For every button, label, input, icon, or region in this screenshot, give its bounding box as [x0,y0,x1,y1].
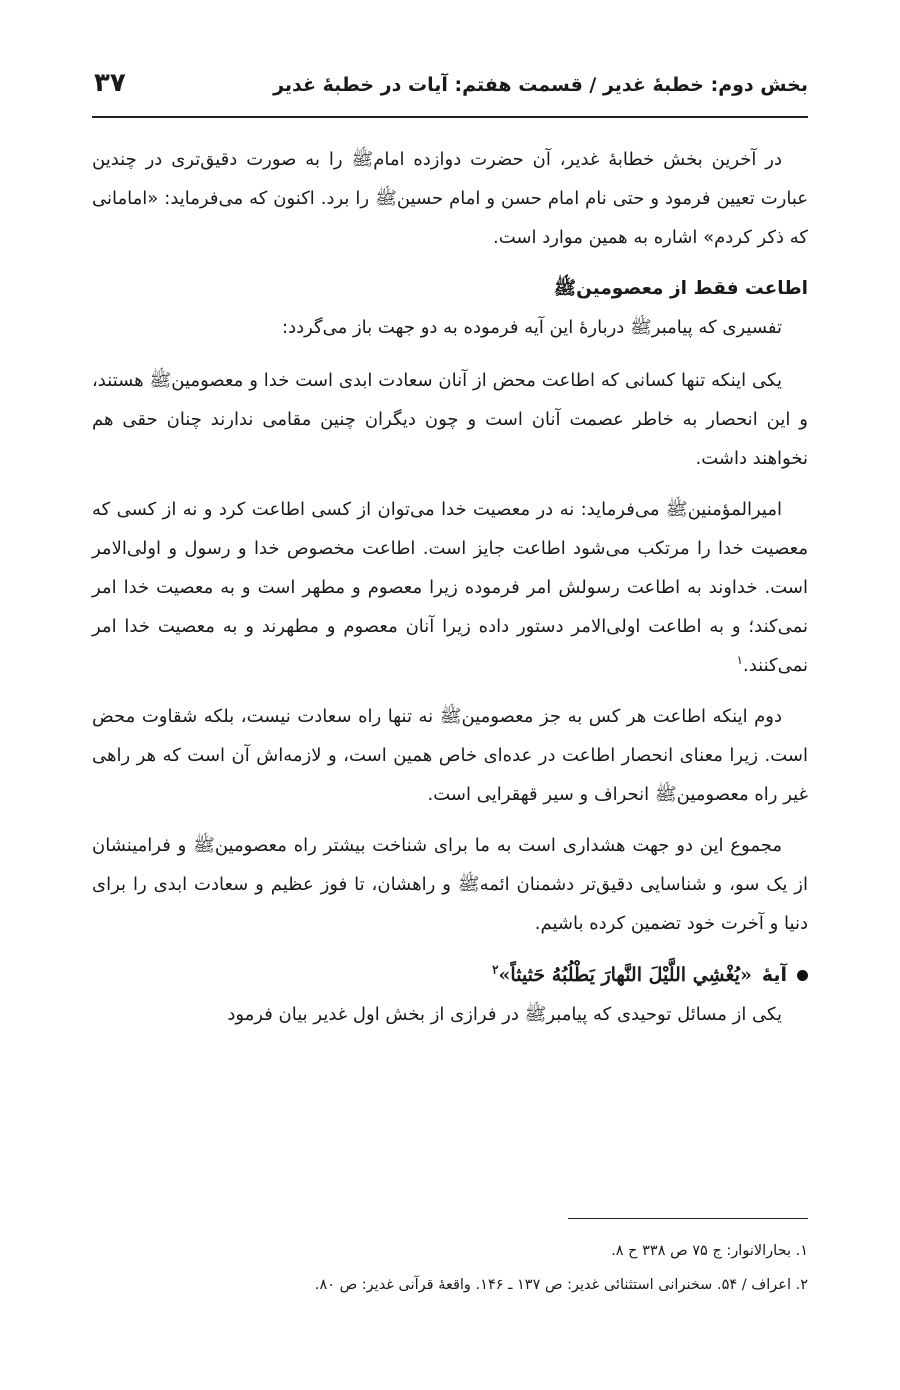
footnotes [92,1234,808,1302]
footnote-ref-2[interactable]: ۲ [492,962,499,977]
paragraph-1: در آخرین بخش خطابهٔ غدیر، آن حضرت دوازده امامﷺ را به صورت دقیق‌تری در چندین عبارت تعیین فرمود و حتی نام امام حسن و امام حسینﷺ را برد. اکنون که می‌فرماید: «امامانی که ذکر کردم» اشاره به همین موارد است. [92,149,808,248]
paragraph-5: دوم اینکه اطاعت هر کس به جز معصومینﷺ نه تنها راه سعادت نیست، بلکه شقاوت محض است. زیرا معنای انحصار اطاعت در عده‌ای خاص همین است، و لازمه‌اش آن است که هر راهی غیر راه معصومینﷺ انحراف و سیر قهقرایی است. [92,706,808,805]
verse-heading-quote [492,955,752,995]
paragraph-4-text: امیرالمؤمنینﷺ می‌فرماید: نه در معصیت خدا می‌توان از کسی اطاعت کرد و نه از کسی که معصیت خدا را مرتکب می‌شود اطاعت جایز است. اطاعت مخصوص خدا و رسول و اولی‌الامر است. خداوند به اطاعت رسولش امر فرموده زیرا معصوم و مطهر است و به معصیت خدا امر نمی‌کند؛ و به اطاعت اولی‌الامر دستور داده زیرا آنان معصوم و مطهرند و به معصیت خدا امر نمی‌کنند. [92,499,808,676]
section-heading-obedience: اطاعت فقط از معصومینﷺ [553,278,808,299]
bullet-icon [797,970,808,981]
page-header [92,68,808,118]
verse-text: «يُغْشِي اللَّيْلَ النَّهارَ يَطْلُبُهُ حَثيثاً» [498,964,752,986]
verse-heading-prefix: آیهٔ [761,964,787,986]
section-heading-verse [92,955,808,995]
footnote-divider [568,1218,808,1219]
paragraph-2: تفسیری که پیامبرﷺ دربارهٔ این آیه فرموده به دو جهت باز می‌گردد: [282,317,782,338]
paragraph-4 [92,490,808,685]
footnote-2: ۲. اعراف / ۵۴. سخنرانی استثنائی غدیر: ص ۱۳۷ ـ ۱۴۶. واقعهٔ قرآنی غدیر: ص ۸۰. [314,1277,808,1293]
paragraph-6: مجموع این دو جهت هشداری است به ما برای شناخت بیشتر راه معصومینﷺ و فرامینشان از یک سو، و شناسایی دقیق‌تر دشمنان ائمهﷺ و راهشان، تا فوز عظیم و سعادت ابدی را برای دنیا و آخرت خود تضمین کرده باشیم. [92,835,808,934]
page-body [92,140,808,1046]
footnote-1: ۱. بحارالانوار: ج ۷۵ ص ۳۳۸ ح ۸. [611,1243,808,1259]
paragraph-3: یکی اینکه تنها کسانی که اطاعت محض از آنان سعادت ابدی است خدا و معصومینﷺ هستند، و این انحصار به خاطر عصمت آنان است و چون دیگران چنین مقامی ندارند چنان حقی هم نخواهند داشت. [92,370,808,469]
footnote-ref-1[interactable]: ۱ [736,653,743,667]
page-number: ۳۷ [94,68,126,98]
paragraph-7: یکی از مسائل توحیدی که پیامبرﷺ در فرازی از بخش اول غدیر بیان فرمود [227,1004,782,1025]
running-title: بخش دوم: خطبهٔ غدیر / قسمت هفتم: آیات در خطبهٔ غدیر [273,74,808,96]
